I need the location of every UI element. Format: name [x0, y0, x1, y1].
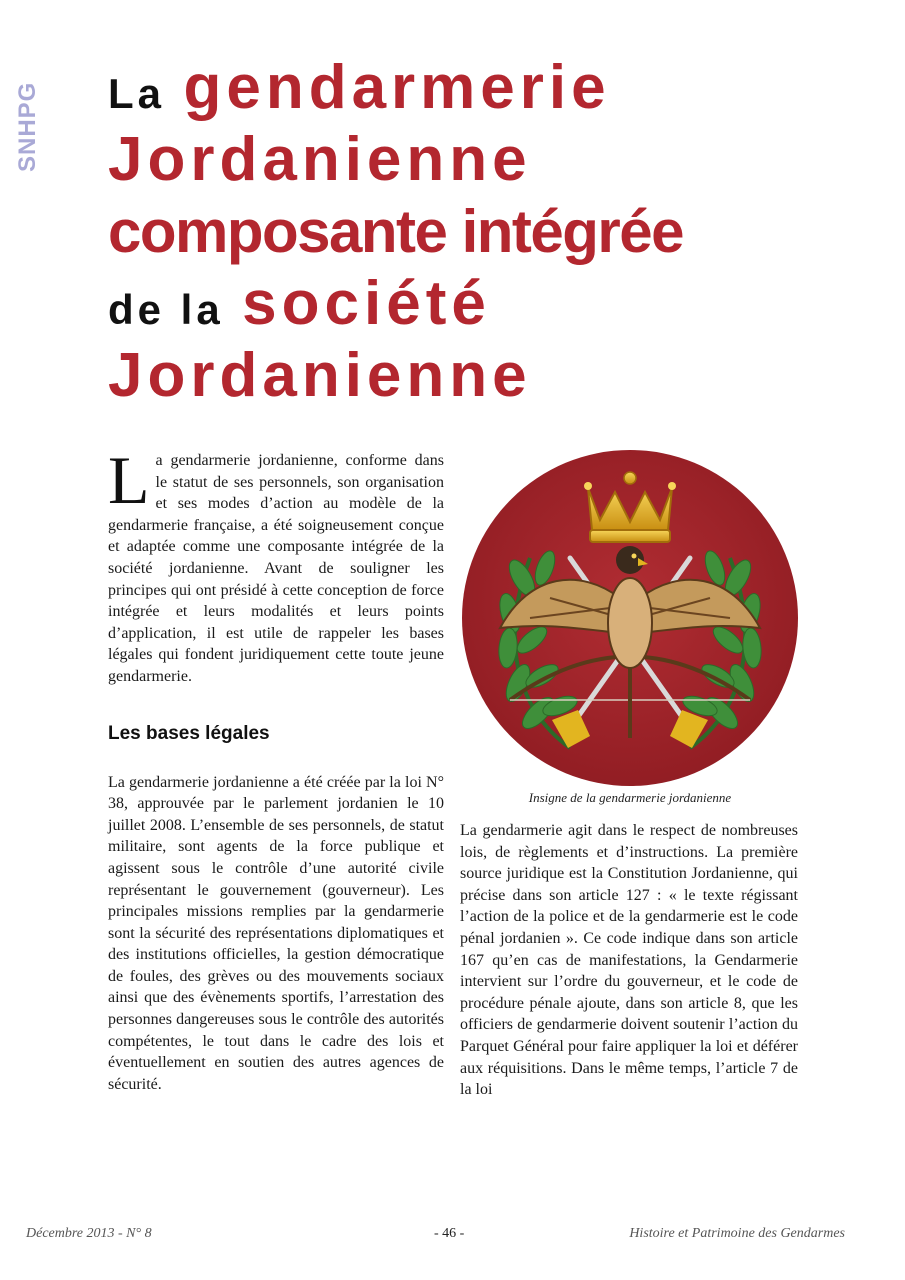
section-paragraph: La gendarmerie jordanienne a été créée par la loi N° 38, approuvée par le parlement jordanien le 10 juillet 2008. L’ensemble de ses personnels, de statut militaire, sont agents de la force publique et agissent sous le contrôle d’une autorité civile représentant le gouvernement (gouverneur). Les principales missions remplies par la gendarmerie sont la sécurité des représentations diplomatiques et des institutions officielles, la gestion démocratique de foules, des grèves ou des mouvements sociaux ainsi que des évènements sportifs, l’arrestation des personnes dangereuses sous le contrôle des autorités compétentes, le tout dans le cadre des lois et éventuellement en soutien des autres agences de sécurité.	[108, 773, 444, 1093]
title-word-la: La	[108, 70, 166, 117]
footer-issue: Décembre 2013 - N° 8	[26, 1226, 152, 1241]
title-word-gendarmerie: gendarmerie	[183, 53, 611, 122]
title-word-jordanienne: Jordanienne	[108, 125, 532, 194]
intro-text: a gendarmerie jordanienne, conforme dans le statut de ses personnels, son organisation et ses modes d’action au modèle de la gendarmerie française, a été soigneusement conçue et adaptée comme une composante intégrée de la société jordanienne. Avant de souligner les principes qui ont présidé à cette conception de force intégrée et leurs modalités et leurs points d’application, il est utile de rappeler les bases légales qui fondent juridiquement cette toute jeune gendarmerie.	[108, 452, 444, 685]
title-composante-integree: composante intégrée	[108, 198, 683, 265]
section-heading: Les bases légales	[108, 722, 270, 744]
right-paragraph: La gendarmerie agit dans le respect de nombreuses lois, de règlements et d’instructions. La première source juridique est la Constitution Jordanienne, qui précise dans son article 127 : « le texte régissant l’action de la police et de la gendarmerie est le code pénal jordanien ». Ce code indique dans son article 167 qu’en cas de manifestations, la Gendarmerie intervient sur l’ordre du gouverneur, et le code de procédure pénale ajoute, dans son article 8, que les officiers de gendarmerie doivent soutenir l’action du Parquet Général pour faire appliquer la loi et déférer aux réquisitions. Dans le même temps, l’article 7 de la loi	[460, 822, 798, 1099]
page-number: - 46 -	[434, 1226, 465, 1241]
left-column	[108, 442, 444, 1095]
right-column	[460, 820, 798, 1101]
side-label: SNHPG	[14, 81, 41, 173]
page-footer	[26, 1226, 845, 1246]
intro-paragraph	[108, 442, 444, 688]
drop-cap: L	[108, 442, 150, 518]
footer-publication: Histoire et Patrimoine des Gendarmes	[629, 1226, 845, 1241]
image-caption: Insigne de la gendarmerie jordanienne	[528, 790, 732, 805]
emblem-icon	[460, 448, 800, 788]
title-word-jordanienne-2: Jordanienne	[108, 341, 532, 410]
gendarmerie-emblem-image	[460, 448, 800, 788]
article-title	[108, 52, 828, 412]
title-word-de-la: de la	[108, 286, 224, 333]
title-word-societe: société	[242, 269, 491, 338]
